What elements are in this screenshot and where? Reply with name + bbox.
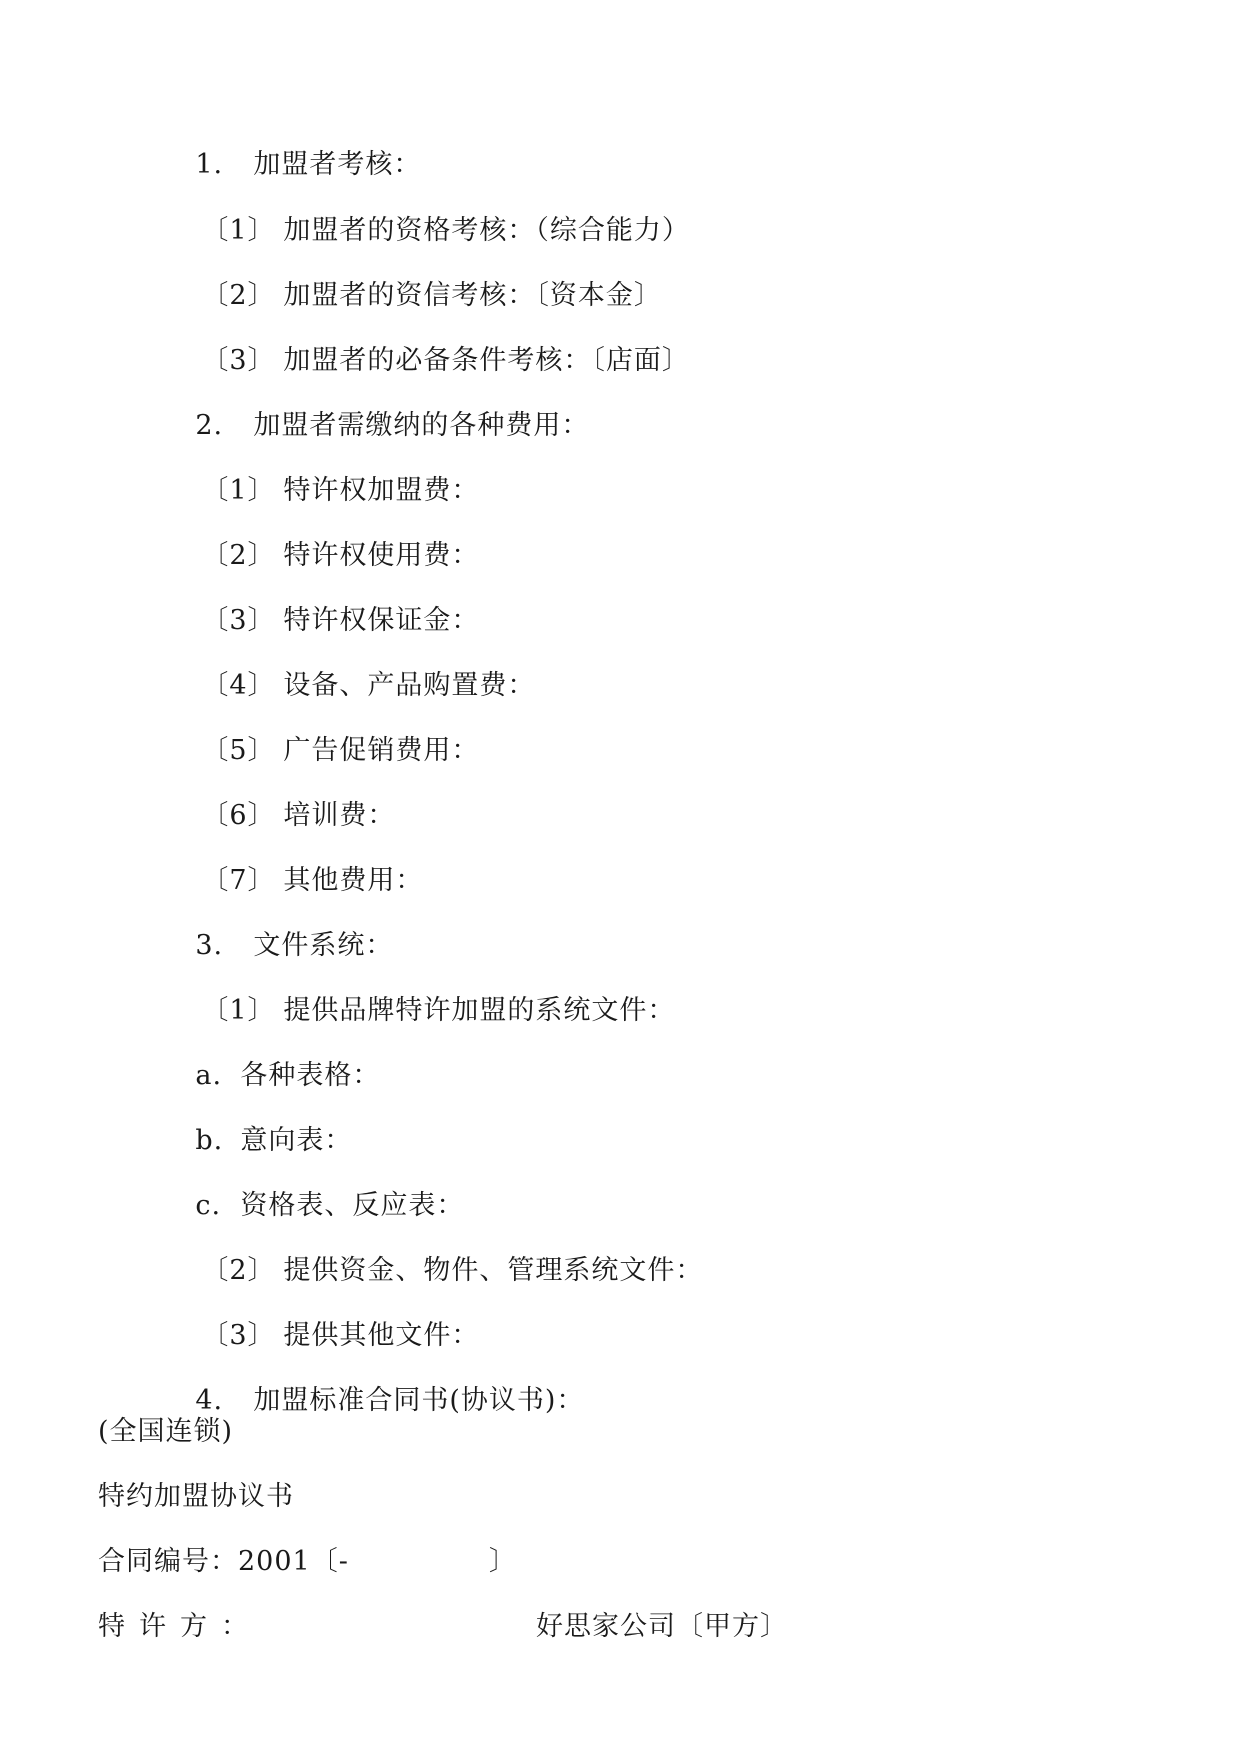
section-number: 2. xyxy=(195,410,224,441)
section-number: 1. xyxy=(195,149,224,180)
item-text: 提供品牌特许加盟的系统文件： xyxy=(283,995,676,1026)
sub-item-text: 资格表、反应表： xyxy=(240,1190,465,1221)
section-number: 3. xyxy=(195,930,224,961)
item-text: 加盟者的资格考核：（综合能力） xyxy=(283,215,690,246)
item-text: 广告促销费用： xyxy=(283,735,480,766)
item-number: 〔3〕 xyxy=(201,605,276,636)
sub-item-letter: a. xyxy=(195,1060,223,1091)
sub-item-text: 各种表格： xyxy=(240,1060,381,1091)
item-number: 〔3〕 xyxy=(201,345,276,376)
item-text: 其他费用： xyxy=(283,865,424,896)
item-text: 培训费： xyxy=(283,800,396,831)
section-text: 加盟者需缴纳的各种费用： xyxy=(253,410,590,441)
item-text: 特许权使用费： xyxy=(283,540,480,571)
scope-note: (全国连锁) xyxy=(98,1416,234,1447)
item-text: 设备、产品购置费： xyxy=(283,670,536,701)
item-number: 〔6〕 xyxy=(201,800,276,831)
item-text: 提供资金、物件、管理系统文件： xyxy=(283,1255,704,1286)
item-number: 〔1〕 xyxy=(201,475,276,506)
item-number: 〔4〕 xyxy=(201,670,276,701)
item-text: 加盟者的资信考核：〔资本金〕 xyxy=(283,280,662,311)
section-text: 加盟标准合同书(协议书)： xyxy=(253,1385,585,1416)
item-number: 〔5〕 xyxy=(201,735,276,766)
item-text: 特许权保证金： xyxy=(283,605,480,636)
sub-item-text: 意向表： xyxy=(240,1125,353,1156)
party-value: 好思家公司〔甲方〕 xyxy=(536,1611,788,1642)
section-text: 加盟者考核： xyxy=(253,149,422,180)
item-number: 〔7〕 xyxy=(201,865,276,896)
item-text: 加盟者的必备条件考核：〔店面〕 xyxy=(283,345,690,376)
agreement-title: 特约加盟协议书 xyxy=(98,1481,294,1512)
contract-number: 合同编号：2001〔- 〕 xyxy=(98,1546,517,1577)
sub-item-letter: b. xyxy=(195,1125,224,1156)
party-label: 特许方： xyxy=(98,1611,262,1642)
item-text: 提供其他文件： xyxy=(283,1320,480,1351)
item-text: 特许权加盟费： xyxy=(283,475,480,506)
item-number: 〔2〕 xyxy=(201,1255,276,1286)
section-text: 文件系统： xyxy=(253,930,394,961)
item-number: 〔1〕 xyxy=(201,215,276,246)
section-number: 4. xyxy=(195,1385,224,1416)
item-number: 〔1〕 xyxy=(201,995,276,1026)
item-number: 〔2〕 xyxy=(201,280,276,311)
item-number: 〔2〕 xyxy=(201,540,276,571)
sub-item-letter: c. xyxy=(195,1190,222,1221)
item-number: 〔3〕 xyxy=(201,1320,276,1351)
